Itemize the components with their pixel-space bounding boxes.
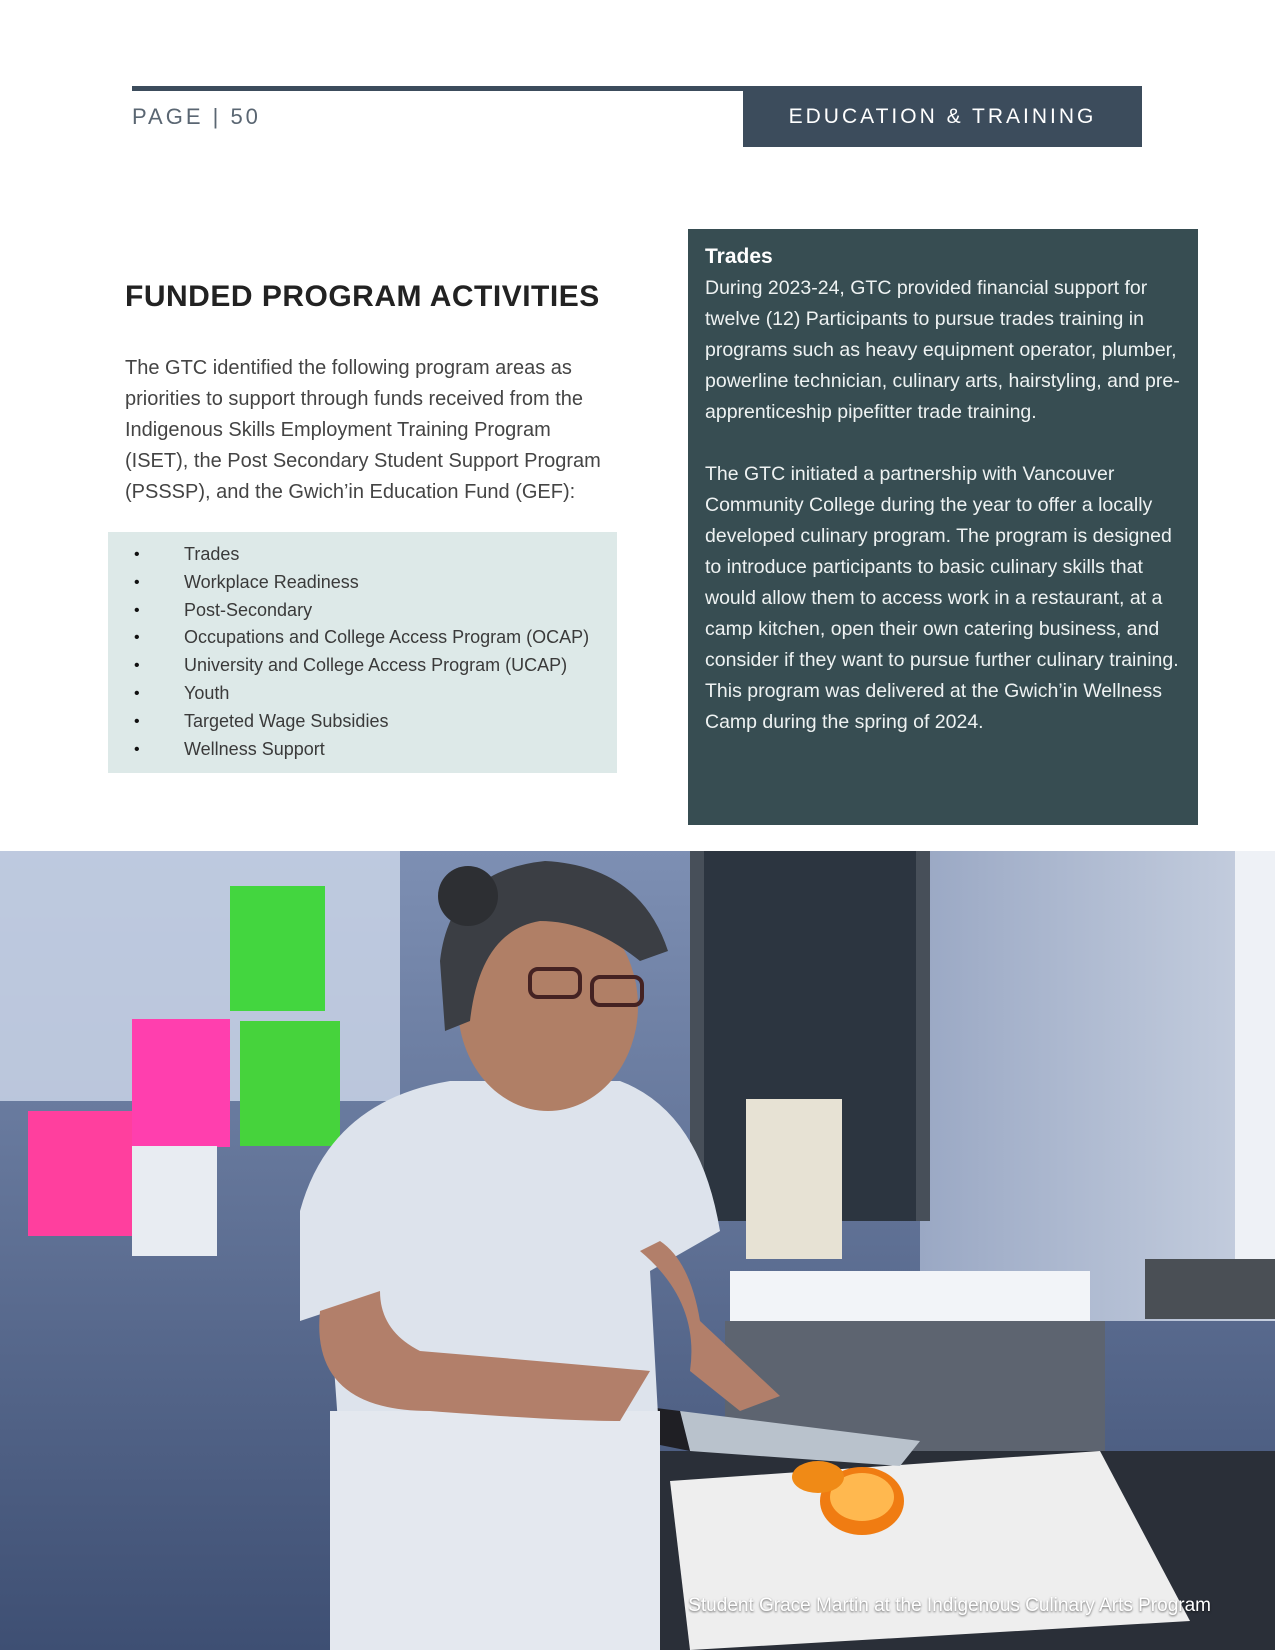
list-item <box>108 680 617 708</box>
bullet-icon: • <box>134 684 140 702</box>
list-item <box>108 708 617 736</box>
program-areas-list <box>108 532 617 763</box>
kitchen-photo-illustration <box>0 851 1275 1650</box>
trades-paragraph-1: During 2023-24, GTC provided financial support for twelve (12) Participants to pursue trades training in programs such as heavy equipment operator, plumber, powerline technician, culinary arts, hairstyling, and pre-apprenticeship pipefitter trade training. <box>705 277 1180 423</box>
list-item <box>108 569 617 597</box>
intro-paragraph: The GTC identified the following program areas as priorities to support through funds received from the Indigenous Skills Employment Training Program (ISET), the Post Secondary Student Support Program (PSSSP), and the Gwich’in Education Fund (GEF): <box>125 357 601 503</box>
bullet-icon: • <box>134 546 140 563</box>
list-item <box>108 652 617 680</box>
bullet-icon: • <box>134 740 140 758</box>
bullet-icon: • <box>134 712 140 730</box>
list-item-label: Occupations and College Access Program (OCAP) <box>184 627 590 648</box>
trades-title: Trades <box>705 245 773 268</box>
list-item <box>108 624 617 652</box>
list-item-label: Wellness Support <box>184 738 325 759</box>
bullet-icon: • <box>134 657 140 675</box>
page-title: FUNDED PROGRAM ACTIVITIES <box>125 280 600 313</box>
bullet-icon: • <box>134 601 140 619</box>
list-item <box>108 541 617 569</box>
section-tab <box>743 86 1142 147</box>
list-item <box>108 736 617 764</box>
list-item-label: University and College Access Program (UCAP) <box>184 655 568 676</box>
list-item-label: Workplace Readiness <box>184 571 359 592</box>
bullet-icon: • <box>134 629 140 647</box>
list-item-label: Trades <box>184 544 240 564</box>
list-item-label: Post-Secondary <box>184 599 313 620</box>
photo-caption: Student Grace Martin at the Indigenous Culinary Arts Program <box>688 1595 1211 1616</box>
page-number: PAGE | 50 <box>132 104 261 129</box>
list-item <box>108 597 617 625</box>
trades-paragraph-2: The GTC initiated a partnership with Vancouver Community College during the year to offer a locally developed culinary program. The program is designed to introduce participants to basic culinary skills that would allow them to access work in a restaurant, at a camp kitchen, open their own catering business, and consider if they want to pursue further culinary training. This program was delivered at the Gwich’in Wellness Camp during the spring of 2024. <box>705 463 1179 733</box>
section-title: EDUCATION & TRAINING <box>788 104 1097 128</box>
bullet-icon: • <box>134 573 140 591</box>
kitchen-photo <box>0 851 1275 1650</box>
trades-sidebar <box>688 229 1198 825</box>
program-areas-box <box>108 532 617 773</box>
list-item-label: Targeted Wage Subsidies <box>184 710 389 731</box>
list-item-label: Youth <box>184 682 230 703</box>
